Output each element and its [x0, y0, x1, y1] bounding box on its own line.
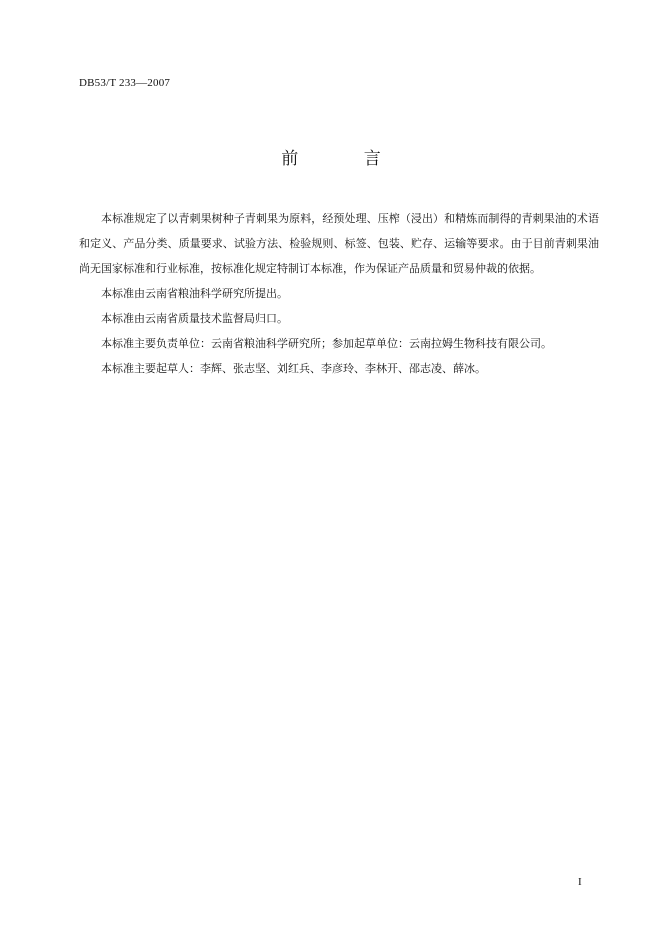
foreword-paragraph-scope: 本标准规定了以青刺果树种子青刺果为原料，经预处理、压榨（浸出）和精炼而制得的青刺果油的术语和定义、产品分类、质量要求、试验方法、检验规则、标签、包装、贮存、运输等要求。由于目前青刺果油尚无国家标准和行业标准，按标准化规定特制订本标准，作为保证产品质量和贸易仲裁的依据。	[79, 212, 599, 275]
page-title: 前 言	[281, 149, 411, 169]
foreword-paragraph-drafting-units: 本标准主要负责单位：云南省粮油科学研究所；参加起草单位：云南拉姆生物科技有限公司。	[101, 337, 552, 350]
standard-code: DB53/T 233—2007	[79, 77, 171, 89]
foreword-paragraph-proposer: 本标准由云南省粮油科学研究所提出。	[101, 287, 288, 300]
foreword-paragraph-administrator: 本标准由云南省质量技术监督局归口。	[101, 312, 288, 325]
page-number: I	[578, 876, 582, 888]
foreword-body	[79, 206, 599, 381]
foreword-paragraph-drafters: 本标准主要起草人：李辉、张志坚、刘红兵、李彦玲、李林开、邵志凌、薛冰。	[101, 362, 486, 375]
